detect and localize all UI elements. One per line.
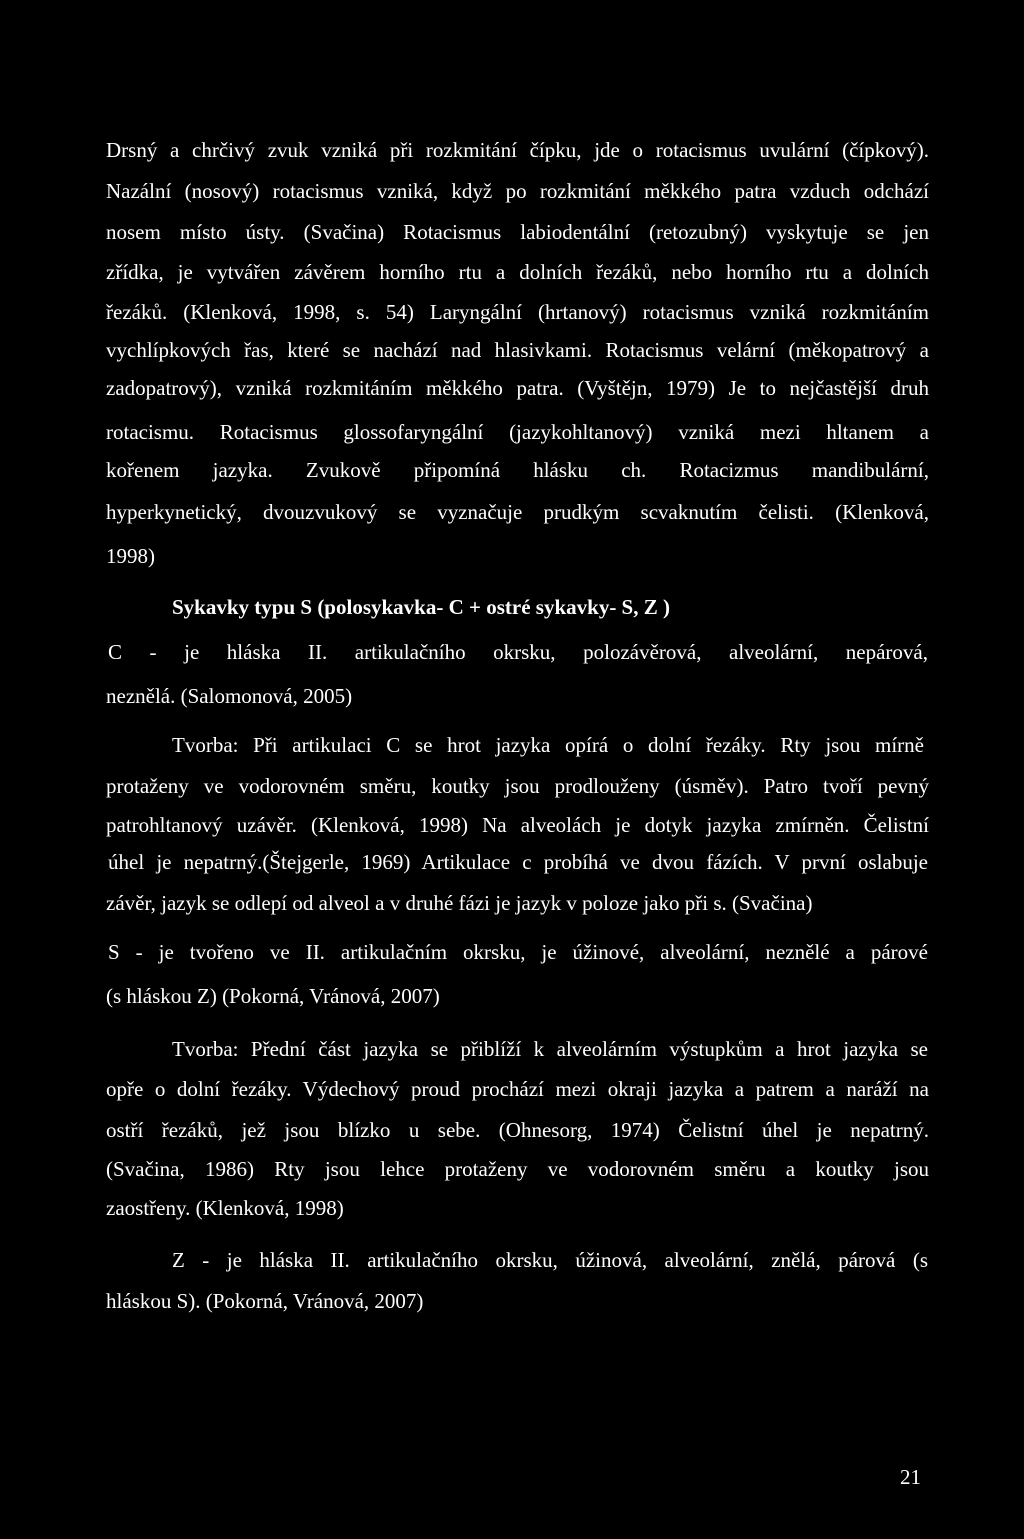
text-line: C - je hláska II. artikulačního okrsku, polozávěrová, alveolární, nepárová, (108, 640, 928, 664)
text-line: patrohltanový uzávěr. (Klenková, 1998) Na alveolách je dotyk jazyka zmírněn. Čelistní (106, 813, 929, 837)
text-line: zadopatrový), vzniká rozkmitáním měkkého patra. (Vyštějn, 1979) Je to nejčastější druh (106, 376, 929, 400)
text-line: (Svačina, 1986) Rty jsou lehce protaženy ve vodorovném směru a koutky jsou (106, 1157, 929, 1181)
text-line: hyperkynetický, dvouzvukový se vyznačuje prudkým scvaknutím čelisti. (Klenková, (106, 500, 929, 524)
text-line: Z - je hláska II. artikulačního okrsku, úžinová, alveolární, znělá, párová (s (172, 1248, 928, 1272)
text-line: Tvorba: Přední část jazyka se přiblíží k alveolárním výstupkům a hrot jazyka se (172, 1037, 928, 1061)
text-line: 1998) (106, 544, 155, 568)
text-line: neznělá. (Salomonová, 2005) (106, 684, 353, 708)
text-line: nosem místo ústy. (Svačina) Rotacismus labiodentální (retozubný) vyskytuje se jen (106, 220, 929, 244)
text-line: kořenem jazyka. Zvukově připomíná hlásku ch. Rotacizmus mandibulární, (106, 458, 929, 482)
text-line: hláskou S). (Pokorná, Vránová, 2007) (106, 1289, 424, 1313)
text-line: S - je tvořeno ve II. artikulačním okrsku, je úžinové, alveolární, neznělé a párové (108, 940, 928, 964)
text-line: Tvorba: Při artikulaci C se hrot jazyka opírá o dolní řezáky. Rty jsou mírně (172, 733, 924, 757)
section-heading: Sykavky typu S (polosykavka- C + ostré sykavky- S, Z ) (172, 595, 670, 619)
page-number: 21 (900, 1465, 921, 1489)
text-line: Nazální (nosový) rotacismus vzniká, když po rozkmitání měkkého patra vzduch odchází (106, 179, 929, 203)
text-line: ostří řezáků, jež jsou blízko u sebe. (Ohnesorg, 1974) Čelistní úhel je nepatrný. (106, 1118, 929, 1142)
text-line: úhel je nepatrný.(Štejgerle, 1969) Artikulace c probíhá ve dvou fázích. V první oslabuje (108, 850, 928, 874)
text-line: zřídka, je vytvářen závěrem horního rtu a dolních řezáků, nebo horního rtu a dolních (106, 260, 929, 284)
text-line: řezáků. (Klenková, 1998, s. 54) Laryngální (hrtanový) rotacismus vzniká rozkmitáním (106, 300, 929, 324)
text-line: zaostřeny. (Klenková, 1998) (106, 1196, 344, 1220)
text-line: Drsný a chrčivý zvuk vzniká při rozkmitání čípku, jde o rotacismus uvulární (čípkový). (106, 138, 929, 162)
text-line: (s hláskou Z) (Pokorná, Vránová, 2007) (106, 984, 440, 1008)
text-line: opře o dolní řezáky. Výdechový proud prochází mezi okraji jazyka a patrem a naráží na (106, 1077, 929, 1101)
text-line: závěr, jazyk se odlepí od alveol a v druhé fázi je jazyk v poloze jako při s. (Svačina) (106, 891, 813, 915)
text-line: vychlípkových řas, které se nachází nad hlasivkami. Rotacismus velární (měkopatrový a (106, 338, 929, 362)
text-line: protaženy ve vodorovném směru, koutky jsou prodlouženy (úsměv). Patro tvoří pevný (106, 774, 929, 798)
text-line: rotacismu. Rotacismus glossofaryngální (jazykohltanový) vzniká mezi hltanem a (106, 420, 929, 444)
